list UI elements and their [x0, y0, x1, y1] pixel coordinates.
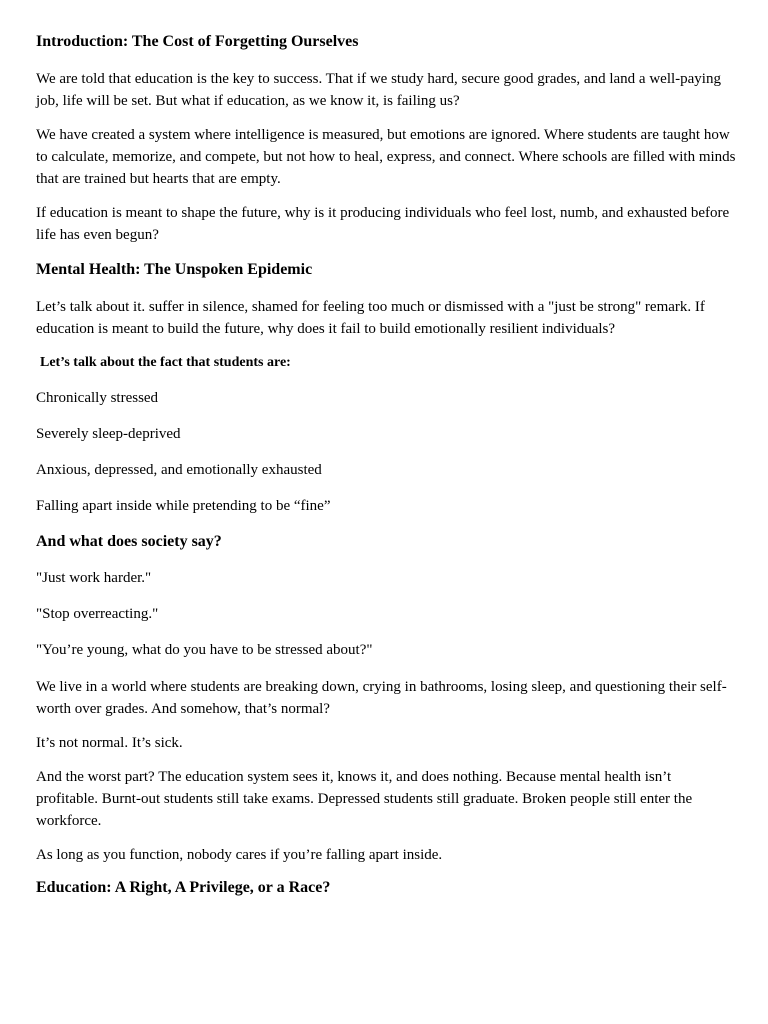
intro-heading: Introduction: The Cost of Forgetting Ourselves [36, 33, 359, 50]
students-are-subheading: Let’s talk about the fact that students are: [40, 355, 291, 370]
education-heading: Education: A Right, A Privilege, or a Race? [36, 879, 331, 896]
mental-health-heading: Mental Health: The Unspoken Epidemic [36, 261, 313, 278]
intro-paragraph-3: If education is meant to shape the future, why is it producing individuals who feel lost, numb, and exhausted before life has even begun? [36, 205, 730, 243]
quote: "Just work harder." [36, 570, 152, 586]
mental-health-paragraph-2: We live in a world where students are breaking down, crying in bathrooms, losing sleep, and questioning their self-worth over grades. And somehow, that’s normal? [36, 679, 727, 717]
document-page [36, 32, 736, 914]
society-heading: And what does society say? [36, 533, 222, 550]
intro-paragraph-2: We have created a system where intelligence is measured, but emotions are ignored. Where students are taught how to calculate, memorize, and compete, but not how to heal, express, and connect. Where schools are filled with minds that are trained but hearts that are empty. [36, 127, 736, 187]
list-item: Chronically stressed [36, 390, 159, 406]
mental-health-paragraph-4: And the worst part? The education system sees it, knows it, and does nothing. Because mental health isn’t profitable. Burnt-out students still take exams. Depressed students still graduate. Broken people still enter the workforce. [36, 769, 693, 829]
society-quotes [36, 568, 736, 660]
mental-health-paragraph-5: As long as you function, nobody cares if you’re falling apart inside. [36, 847, 443, 863]
mental-health-paragraph-1: Let’s talk about it. suffer in silence, shamed for feeling too much or dismissed with a "just be strong" remark. If education is meant to build the future, why does it fail to build emotionally resilient individuals? [36, 299, 705, 337]
list-item: Anxious, depressed, and emotionally exhausted [36, 462, 322, 478]
list-item: Falling apart inside while pretending to be “fine” [36, 498, 331, 514]
student-conditions-list [36, 388, 736, 516]
quote: "Stop overreacting." [36, 606, 159, 622]
mental-health-paragraph-3: It’s not normal. It’s sick. [36, 735, 183, 751]
intro-paragraph-1: We are told that education is the key to success. That if we study hard, secure good grades, and land a well-paying job, life will be set. But what if education, as we know it, is failing us? [36, 71, 721, 109]
quote: "You’re young, what do you have to be stressed about?" [36, 642, 373, 658]
list-item: Severely sleep-deprived [36, 426, 181, 442]
